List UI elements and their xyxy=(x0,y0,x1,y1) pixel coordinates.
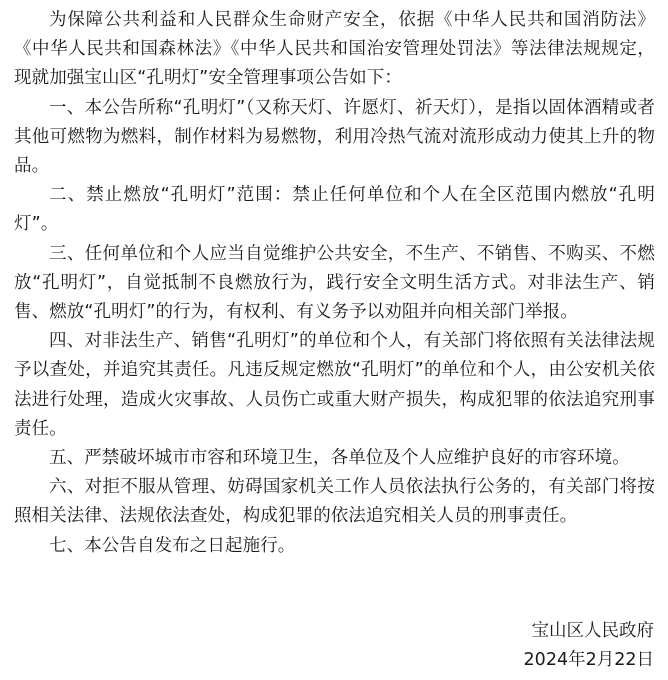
intro-paragraph: 为保障公共利益和人民群众生命财产安全，依据《中华人民共和国消防法》《中华人民共和国森林法》《中华人民共和国治安管理处罚法》等法律法规规定，现就加强宝山区“孔明灯”安全管理事项公告如下： xyxy=(14,10,655,89)
clause-5-paragraph: 五、严禁破坏城市市容和环境卫生，各单位及个人应维护良好的市容环境。 xyxy=(49,448,630,469)
clause-2-paragraph: 二、禁止燃放“孔明灯”范围：禁止任何单位和个人在全区范围内燃放“孔明灯”。 xyxy=(14,185,655,235)
clause-1-paragraph: 一、本公告所称“孔明灯”（又称天灯、许愿灯、祈天灯），是指以固体酒精或者其他可燃物为燃料，制作材料为易燃物，利用冷热气流对流形成动力使其上升的物品。 xyxy=(14,97,655,177)
signature-block xyxy=(524,617,654,675)
issuer-name: 宝山区人民政府 xyxy=(531,621,654,641)
clause-4-paragraph: 四、对非法生产、销售“孔明灯”的单位和个人，有关部门将依照有关法律法规予以查处，并追究其责任。凡违反规定燃放“孔明灯”的单位和个人，由公安机关依法进行处理，造成火灾事故、人员伤亡或重大财产损失，构成犯罪的依法追究刑事责任。 xyxy=(14,331,655,439)
clause-6-paragraph: 六、对拒不服从管理、妨碍国家机关工作人员依法执行公务的，有关部门将按照相关法律、法规依法查处，构成犯罪的依法追究相关人员的刑事责任。 xyxy=(14,477,655,527)
clause-7-paragraph: 七、本公告自发布之日起施行。 xyxy=(49,535,296,556)
clause-3-paragraph: 三、任何单位和个人应当自觉维护公共安全，不生产、不销售、不购买、不燃放“孔明灯”，自觉抵制不良燃放行为，践行安全文明生活方式。对非法生产、销售、燃放“孔明灯”的行为，有权利、有义务予以劝阻并向相关部门举报。 xyxy=(14,243,655,323)
issue-date: 2024年2月22日 xyxy=(523,650,654,671)
announcement-body xyxy=(14,6,655,561)
